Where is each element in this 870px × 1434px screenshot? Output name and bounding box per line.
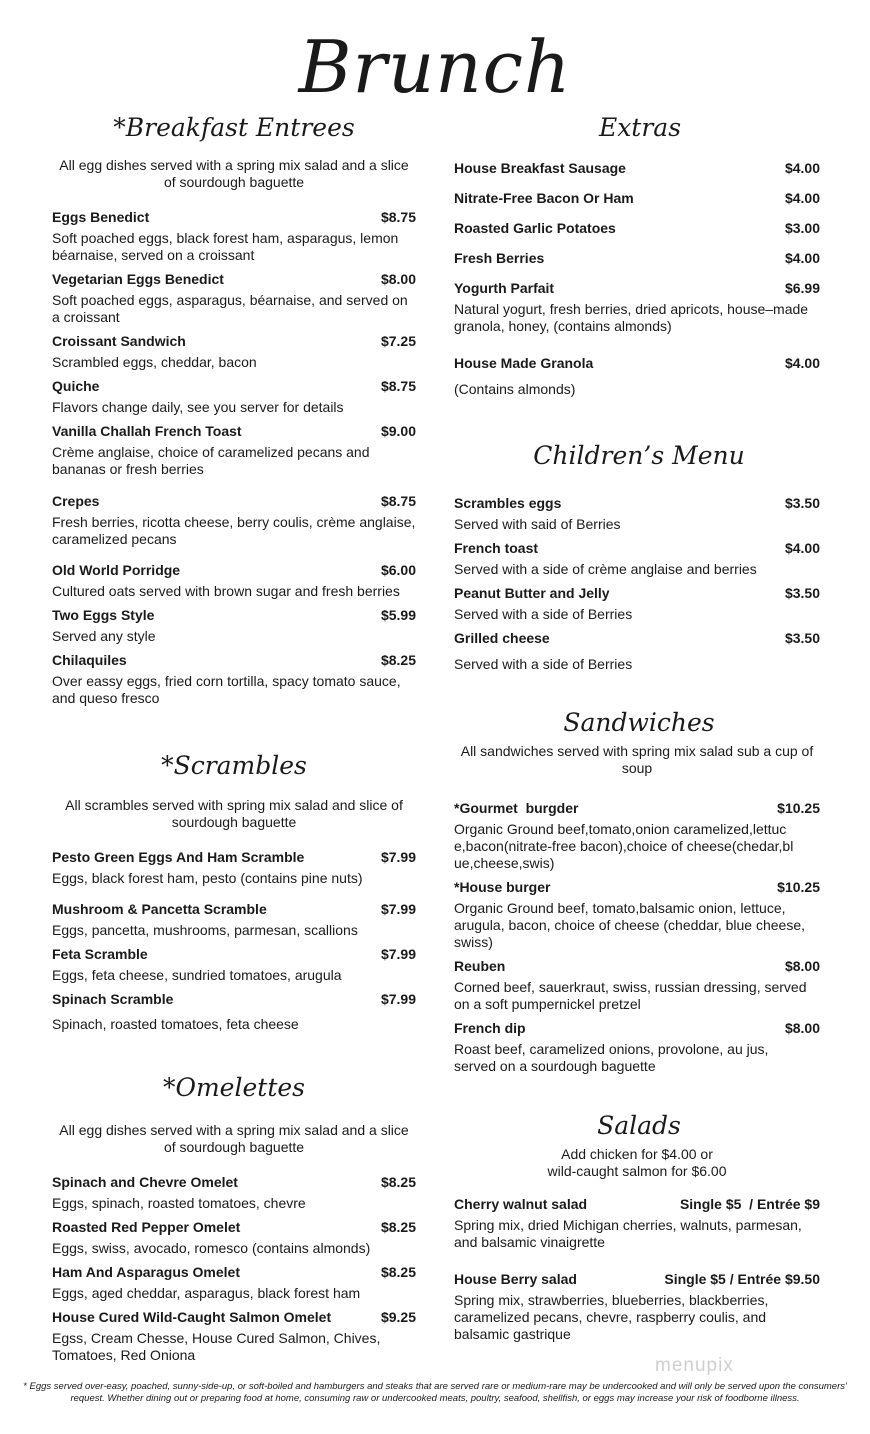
item-price: Single $5 / Entrée $9 — [679, 1196, 820, 1212]
item-desc: Organic Ground beef,tomato,onion caramelized,lettuce,bacon(nitrate-free bacon),choice of cheese(chedar,blue,cheese,swis) — [454, 821, 794, 871]
item-desc: Spring mix, dried Michigan cherries, walnuts, parmesan, and balsamic vinaigrette — [454, 1217, 802, 1250]
item-price: $8.25 — [380, 652, 416, 668]
menu-item — [52, 1173, 416, 1212]
menu-item — [454, 279, 820, 335]
menu-item — [454, 1270, 820, 1343]
menu-item — [454, 878, 820, 951]
item-desc: Soft poached eggs, black forest ham, asparagus, lemon béarnaise, served on a croissant — [52, 230, 399, 263]
item-price: $8.25 — [380, 1219, 416, 1235]
item-name: Feta Scramble — [52, 946, 148, 962]
item-name: Mushroom & Pancetta Scramble — [52, 901, 267, 917]
item-desc: Eggs, spinach, roasted tomatoes, chevre — [52, 1195, 306, 1211]
item-name: Ham And Asparagus Omelet — [52, 1264, 241, 1280]
item-name: *House burger — [454, 879, 551, 895]
menu-item — [454, 249, 820, 267]
item-price: $3.50 — [784, 585, 820, 601]
item-desc: Flavors change daily, see you server for details — [52, 399, 344, 415]
sandwiches-heading: Sandwiches — [563, 708, 715, 737]
watermark: menupix — [655, 1355, 734, 1376]
item-name: Croissant Sandwich — [52, 333, 186, 349]
menu-item — [52, 1218, 416, 1257]
menu-item — [52, 606, 416, 645]
item-price: $7.99 — [380, 849, 416, 865]
item-desc: Served with a side of Berries — [454, 656, 633, 672]
item-name: Yogurth Parfait — [454, 280, 555, 296]
menu-item — [454, 629, 820, 673]
item-price: $4.00 — [784, 355, 820, 371]
item-name: Scrambles eggs — [454, 495, 562, 511]
item-name: Eggs Benedict — [52, 209, 150, 225]
menu-item — [52, 332, 416, 371]
item-name: Quiche — [52, 378, 100, 394]
item-desc: Cultured oats served with brown sugar and fresh berries — [52, 583, 400, 599]
salads-heading: Salads — [597, 1111, 681, 1140]
menu-item — [52, 422, 416, 478]
item-name: Nitrate-Free Bacon Or Ham — [454, 190, 634, 206]
menu-item — [52, 270, 416, 326]
item-name: Grilled cheese — [454, 630, 550, 646]
item-price: $9.00 — [380, 423, 416, 439]
menu-item — [52, 651, 416, 707]
item-desc: Scrambled eggs, cheddar, bacon — [52, 354, 257, 370]
menu-item — [454, 494, 820, 533]
omelettes-heading: *Omelettes — [162, 1073, 305, 1102]
item-name: Roasted Garlic Potatoes — [454, 220, 616, 236]
item-price: $8.75 — [380, 209, 416, 225]
menu-item — [52, 377, 416, 416]
item-desc: Eggs, black forest ham, pesto (contains pine nuts) — [52, 870, 363, 886]
item-name: House Berry salad — [454, 1271, 577, 1287]
item-name: Roasted Red Pepper Omelet — [52, 1219, 241, 1235]
menu-item — [52, 848, 416, 887]
scrambles-heading: *Scrambles — [161, 751, 307, 780]
extras-section — [454, 112, 820, 398]
item-price: $8.25 — [380, 1264, 416, 1280]
item-desc: Eggs, pancetta, mushrooms, parmesan, scallions — [52, 922, 358, 938]
item-price: $7.25 — [380, 333, 416, 349]
menu-item — [454, 1195, 820, 1251]
menu-item — [454, 539, 820, 578]
item-desc: Organic Ground beef, tomato,balsamic onion, lettuce, arugula, bacon, choice of cheese (cheddar, blue cheese, swiss) — [454, 900, 806, 950]
item-desc: Corned beef, sauerkraut, swiss, russian dressing, served on a soft pumpernickel pretzel — [454, 979, 807, 1012]
sandwiches-section — [454, 707, 820, 1075]
scrambles-section — [52, 750, 416, 1033]
item-name: Old World Porridge — [52, 562, 181, 578]
item-price: $8.75 — [380, 493, 416, 509]
item-name: Crepes — [52, 493, 100, 509]
item-desc: Served with a side of crème anglaise and berries — [454, 561, 757, 577]
menu-item — [52, 1308, 416, 1364]
item-desc: Fresh berries, ricotta cheese, berry coulis, crème anglaise, caramelized pecans — [52, 514, 416, 547]
item-price: $6.00 — [380, 562, 416, 578]
salads-note-1: Add chicken for $4.00 or — [561, 1146, 713, 1162]
item-price: $3.50 — [784, 630, 820, 646]
item-price: $7.99 — [380, 991, 416, 1007]
item-desc: Served any style — [52, 628, 156, 644]
item-name: Reuben — [454, 958, 506, 974]
item-desc: Eggs, feta cheese, sundried tomatoes, arugula — [52, 967, 342, 983]
item-desc: Soft poached eggs, asparagus, béarnaise, and served on a croissant — [52, 292, 408, 325]
children-section — [454, 440, 820, 673]
salads-section — [454, 1110, 820, 1343]
item-desc: Eggs, aged cheddar, asparagus, black forest ham — [52, 1285, 361, 1301]
item-desc: Crème anglaise, choice of caramelized pecans and bananas or fresh berries — [52, 444, 370, 477]
sandwiches-note: All sandwiches served with spring mix salad sub a cup of soup — [460, 743, 814, 776]
item-name: French toast — [454, 540, 539, 556]
item-price: Single $5 / Entrée $9.50 — [664, 1271, 820, 1287]
item-desc: Served with said of Berries — [454, 516, 621, 532]
item-name: Chilaquiles — [52, 652, 127, 668]
menu-item — [52, 492, 416, 548]
item-desc: (Contains almonds) — [454, 381, 576, 397]
breakfast-note: All egg dishes served with a spring mix salad and a slice of sourdough baguette — [59, 157, 409, 190]
item-desc: Egss, Cream Chesse, House Cured Salmon, Chives, Tomatoes, Red Oniona — [52, 1330, 381, 1363]
item-price: $9.25 — [380, 1309, 416, 1325]
footnote: * Eggs served over-easy, poached, sunny-side-up, or soft-boiled and hamburgers and steaks that are served rare or medium-rare may be undercooked and will only be served upon the consumers' request. Whether dining out or preparing food at home, consuming raw or undercooked meats, poultry, seafood, shellfish, or eggs may increase your risk of foodborne illness. — [23, 1381, 847, 1404]
menu-item — [52, 990, 416, 1033]
item-desc: Eggs, swiss, avocado, romesco (contains almonds) — [52, 1240, 371, 1256]
extras-heading: Extras — [598, 113, 682, 142]
item-price: $3.50 — [784, 495, 820, 511]
item-price: $4.00 — [784, 540, 820, 556]
item-desc: Over eassy eggs, fried corn tortilla, spacy tomato sauce, and queso fresco — [52, 673, 401, 706]
item-price: $5.99 — [380, 607, 416, 623]
item-name: Vanilla Challah French Toast — [52, 423, 242, 439]
item-name: Peanut Butter and Jelly — [454, 585, 610, 601]
menu-item — [454, 219, 820, 237]
item-name: Spinach and Chevre Omelet — [52, 1174, 238, 1190]
item-desc: Spinach, roasted tomatoes, feta cheese — [52, 1016, 299, 1032]
scrambles-note: All scrambles served with spring mix salad and slice of sourdough baguette — [65, 797, 403, 830]
item-price: $8.75 — [380, 378, 416, 394]
menu-item — [454, 1019, 820, 1075]
menu-item — [52, 208, 416, 264]
menu-item — [52, 1263, 416, 1302]
item-price: $3.00 — [784, 220, 820, 236]
item-name: Fresh Berries — [454, 250, 545, 266]
item-price: $4.00 — [784, 160, 820, 176]
item-name: House Breakfast Sausage — [454, 160, 626, 176]
item-price: $7.99 — [380, 946, 416, 962]
item-desc: Served with a side of Berries — [454, 606, 633, 622]
menu-item — [52, 945, 416, 984]
item-price: $7.99 — [380, 901, 416, 917]
item-name: Cherry walnut salad — [454, 1196, 588, 1212]
menu-item — [52, 900, 416, 939]
item-price: $10.25 — [777, 879, 820, 895]
salads-note-2: wild-caught salmon for $6.00 — [547, 1163, 727, 1179]
item-price: $8.00 — [784, 958, 820, 974]
menu-item — [454, 957, 820, 1013]
item-name: *Gourmet burgder — [454, 800, 579, 816]
menu-item — [454, 584, 820, 623]
item-desc: Spring mix, strawberries, blueberries, blackberries, caramelized pecans, chevre, raspberry coulis, and balsamic gastrique — [454, 1292, 769, 1342]
item-name: House Made Granola — [454, 355, 594, 371]
item-price: $4.00 — [784, 190, 820, 206]
breakfast-section — [52, 112, 416, 707]
breakfast-heading: *Breakfast Entrees — [113, 113, 355, 142]
menu-title: Brunch — [298, 25, 572, 109]
children-heading: Children’s Menu — [533, 441, 745, 470]
menu-item — [454, 354, 820, 398]
item-price: $8.00 — [784, 1020, 820, 1036]
omelettes-section — [52, 1072, 416, 1364]
item-price: $8.00 — [380, 271, 416, 287]
item-desc: Natural yogurt, fresh berries, dried apricots, house–made granola, honey, (contains almonds) — [454, 301, 809, 334]
item-name: Spinach Scramble — [52, 991, 174, 1007]
item-name: Pesto Green Eggs And Ham Scramble — [52, 849, 305, 865]
item-price: $10.25 — [777, 800, 820, 816]
item-name: House Cured Wild-Caught Salmon Omelet — [52, 1309, 332, 1325]
item-desc: Roast beef, caramelized onions, provolone, au jus, served on a sourdough baguette — [454, 1041, 769, 1074]
item-name: French dip — [454, 1020, 526, 1036]
menu-item — [454, 159, 820, 177]
item-price: $4.00 — [784, 250, 820, 266]
item-price: $8.25 — [380, 1174, 416, 1190]
menu-item — [454, 189, 820, 207]
item-name: Vegetarian Eggs Benedict — [52, 271, 224, 287]
item-name: Two Eggs Style — [52, 607, 155, 623]
menu-item — [454, 799, 820, 872]
item-price: $6.99 — [784, 280, 820, 296]
menu-item — [52, 561, 416, 600]
omelettes-note: All egg dishes served with a spring mix salad and a slice of sourdough baguette — [59, 1122, 409, 1155]
